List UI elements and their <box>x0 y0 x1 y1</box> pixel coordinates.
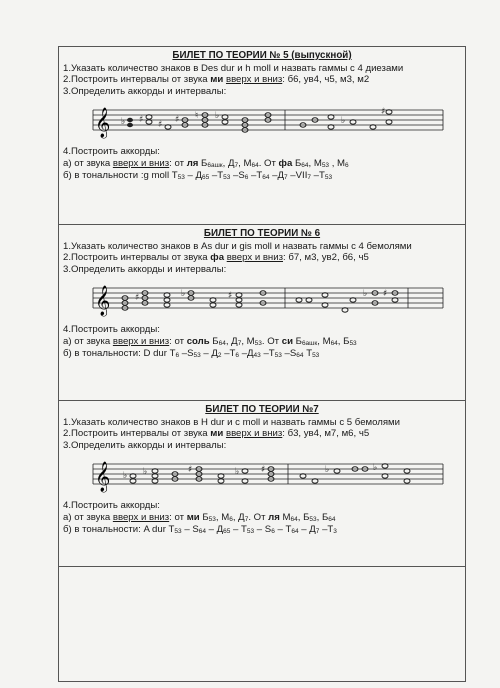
t: вверх и вниз <box>112 157 170 169</box>
t: 6 <box>244 173 249 181</box>
ticket-6-q1: 1.Указать количество знаков в As dur и gis moll и назвать гаммы с 4 бемолями <box>63 240 412 252</box>
t: Б <box>292 157 302 169</box>
t: Б <box>209 335 219 347</box>
treble-clef-icon: 𝄞 <box>95 108 111 139</box>
t: – Д <box>200 347 218 359</box>
t: –S <box>230 169 245 181</box>
ticket-6-q2 <box>63 252 461 264</box>
t: ля <box>186 157 199 169</box>
t: : от <box>169 511 187 523</box>
t: 64 <box>291 527 299 535</box>
svg-text:♭: ♭ <box>143 467 148 478</box>
treble-clef-icon: 𝄞 <box>95 462 111 493</box>
ticket-5-q2 <box>63 74 461 86</box>
svg-text:♭: ♭ <box>235 467 240 478</box>
t: вверх и вниз <box>112 335 170 347</box>
svg-text:♭: ♭ <box>181 289 186 300</box>
svg-text:♭: ♭ <box>341 116 346 127</box>
t: 64 <box>251 161 259 169</box>
t: , М <box>238 157 252 169</box>
t: 53 <box>208 515 216 523</box>
t: –Т <box>209 169 224 181</box>
t: – Д <box>298 523 316 535</box>
music-staff-6-svg <box>63 278 463 318</box>
t: . От <box>248 511 269 523</box>
t: . От <box>258 157 279 169</box>
t: 53 <box>274 351 282 359</box>
t: –Т <box>310 169 325 181</box>
q2-note: ми <box>210 74 224 86</box>
t: 7 <box>234 161 239 169</box>
q2-prefix: 2.Построить интервалы от звука <box>63 252 211 264</box>
t: 6ашк <box>301 339 318 347</box>
t: 53 <box>174 527 182 535</box>
t: , М <box>329 157 346 169</box>
t: 6 <box>271 527 275 535</box>
t: 64 <box>328 515 336 523</box>
t: 64 <box>198 527 206 535</box>
svg-text:♯: ♯ <box>261 465 266 476</box>
t: 7 <box>284 173 288 181</box>
t: фа <box>278 157 293 169</box>
t: –Т <box>221 347 236 359</box>
q2-intervals: : б7, м3, ув2, б6, ч5 <box>283 252 369 264</box>
ticket-6-q3: 3.Определить аккорды и интервалы: <box>63 263 227 275</box>
svg-text:♯: ♯ <box>158 120 163 131</box>
ticket-5-q1: 1.Указать количество знаков в Des dur и h moll и назвать гаммы с 4 диезами <box>63 62 404 74</box>
t: 53 <box>193 351 201 359</box>
q2-intervals: : б3, ув4, м7, м6, ч5 <box>282 428 370 440</box>
ticket-sheet <box>58 46 466 682</box>
ticket-7 <box>59 400 465 566</box>
t: ми <box>186 511 200 523</box>
t: . От <box>261 335 282 347</box>
t: –VII <box>287 169 308 181</box>
svg-text:♭: ♭ <box>123 471 128 482</box>
ticket-5-q3: 3.Определить аккорды и интервалы: <box>63 85 227 97</box>
svg-text:♭: ♭ <box>215 111 220 122</box>
svg-text:♯: ♯ <box>188 465 193 476</box>
svg-text:♮: ♮ <box>195 111 199 122</box>
t: 53 <box>309 515 317 523</box>
svg-text:♯: ♯ <box>228 291 233 302</box>
t: 64 <box>330 339 338 347</box>
ticket-5-a <box>63 158 461 170</box>
q2-note: ми <box>210 428 224 440</box>
t: Б <box>198 157 208 169</box>
svg-text:♭: ♭ <box>363 289 368 300</box>
q2-direction: вверх и вниз <box>226 252 283 264</box>
t: си <box>281 335 293 347</box>
t: 7 <box>237 339 242 347</box>
t: , М <box>308 157 322 169</box>
music-staff-7 <box>63 454 461 494</box>
ticket-6-b <box>63 348 461 360</box>
t: –Т <box>248 169 263 181</box>
ticket-5-q4: 4.Построить аккорды: <box>63 146 160 158</box>
t: 53 <box>177 173 185 181</box>
t: : от <box>169 157 187 169</box>
q2-prefix: 2.Построить интервалы от звука <box>63 74 211 86</box>
q2-note: фа <box>210 252 225 264</box>
t: , Д <box>232 511 245 523</box>
q2-prefix: 2.Построить интервалы от звука <box>63 428 211 440</box>
ticket-7-q2 <box>63 428 461 440</box>
t: а) от звука <box>63 157 113 169</box>
t: , Б <box>316 511 329 523</box>
t: б) в тональности :g moll Т <box>63 169 178 181</box>
t: 3 <box>333 527 337 535</box>
t: М <box>279 511 291 523</box>
t: 6 <box>229 515 233 523</box>
t: , Д <box>225 335 238 347</box>
q2-direction: вверх и вниз <box>225 74 283 86</box>
q2-intervals: : б6, ув4, ч5, м3, м2 <box>282 74 370 86</box>
ticket-7-title: БИЛЕТ ПО ТЕОРИИ №7 <box>205 404 319 415</box>
ticket-7-q3: 3.Определить аккорды и интервалы: <box>63 439 227 451</box>
music-staff-7-svg <box>63 454 463 494</box>
t: 64 <box>262 173 270 181</box>
t: 6 <box>345 161 349 169</box>
t: ля <box>268 511 280 523</box>
t: 2 <box>217 351 222 359</box>
t: 53 <box>321 161 330 169</box>
t: 53 <box>349 339 357 347</box>
ticket-6 <box>59 224 465 400</box>
t: – S <box>181 523 199 535</box>
music-staff-5 <box>63 100 461 140</box>
t: , Б <box>337 335 350 347</box>
treble-clef-icon: 𝄞 <box>95 286 111 317</box>
t: 53 <box>254 339 262 347</box>
t: вверх и вниз <box>112 511 170 523</box>
t: – Д <box>184 169 203 181</box>
q2-direction: вверх и вниз <box>225 428 283 440</box>
ticket-6-title: БИЛЕТ ПО ТЕОРИИ № 6 <box>203 228 321 239</box>
t: –S <box>281 347 297 359</box>
music-staff-5-svg <box>63 100 463 140</box>
ticket-5-title: БИЛЕТ ПО ТЕОРИИ № 5 (выпускной) <box>172 50 352 61</box>
t: 64 <box>301 161 309 169</box>
ticket-7-b <box>63 524 461 536</box>
t: соль <box>186 335 210 347</box>
t: 53 <box>246 527 255 535</box>
t: : от <box>169 335 187 347</box>
svg-text:♯: ♯ <box>135 293 140 304</box>
t: – Т <box>230 523 247 535</box>
ticket-7-q1: 1.Указать количество знаков в H dur и c moll и назвать гаммы с 5 бемолями <box>63 416 400 428</box>
t: , Д <box>222 157 235 169</box>
t: 7 <box>315 527 320 535</box>
t: 7 <box>307 173 311 181</box>
ticket-5-b <box>63 170 461 182</box>
t: –Д <box>239 347 254 359</box>
t: , М <box>317 335 331 347</box>
t: –S <box>179 347 194 359</box>
t: 65 <box>202 173 210 181</box>
t: б) в тональности: A dur Т <box>63 523 175 535</box>
svg-text:♯: ♯ <box>175 115 180 126</box>
t: , М <box>215 511 230 523</box>
empty-cell <box>59 566 465 683</box>
t: – Т <box>274 523 292 535</box>
svg-text:♭: ♭ <box>373 463 378 474</box>
t: Т <box>303 347 313 359</box>
t: 53 <box>223 173 231 181</box>
ticket-6-q4: 4.Построить аккорды: <box>63 324 160 336</box>
t: а) от звука <box>63 335 113 347</box>
t: 64 <box>296 351 304 359</box>
t: 6ашк <box>207 161 223 169</box>
svg-text:♯: ♯ <box>381 107 386 118</box>
t: б) в тональности: D dur Т <box>63 347 176 359</box>
t: 6 <box>175 351 180 359</box>
t: 64 <box>218 339 226 347</box>
t: –Т <box>260 347 275 359</box>
t: 43 <box>253 351 261 359</box>
svg-text:♯: ♯ <box>383 289 388 300</box>
svg-text:♭: ♭ <box>325 465 330 476</box>
svg-text:♯: ♯ <box>139 115 144 126</box>
t: 65 <box>223 527 231 535</box>
music-staff-6 <box>63 278 461 318</box>
t: –Т <box>319 523 334 535</box>
t: Б <box>199 511 209 523</box>
ticket-7-q4: 4.Построить аккорды: <box>63 500 160 512</box>
t: 53 <box>312 351 320 359</box>
ticket-7-a <box>63 512 461 524</box>
ticket-5 <box>59 47 465 224</box>
t: 6 <box>235 351 240 359</box>
t: – Д <box>205 523 224 535</box>
t: а) от звука <box>63 511 113 523</box>
t: 53 <box>324 173 333 181</box>
t: Б <box>292 335 302 347</box>
t: , Б <box>297 511 310 523</box>
t: 64 <box>290 515 298 523</box>
t: – S <box>254 523 272 535</box>
t: , М <box>241 335 255 347</box>
ticket-6-a <box>63 336 461 348</box>
svg-text:♭: ♭ <box>121 117 126 128</box>
t: –Д <box>269 169 284 181</box>
t: 7 <box>244 515 249 523</box>
